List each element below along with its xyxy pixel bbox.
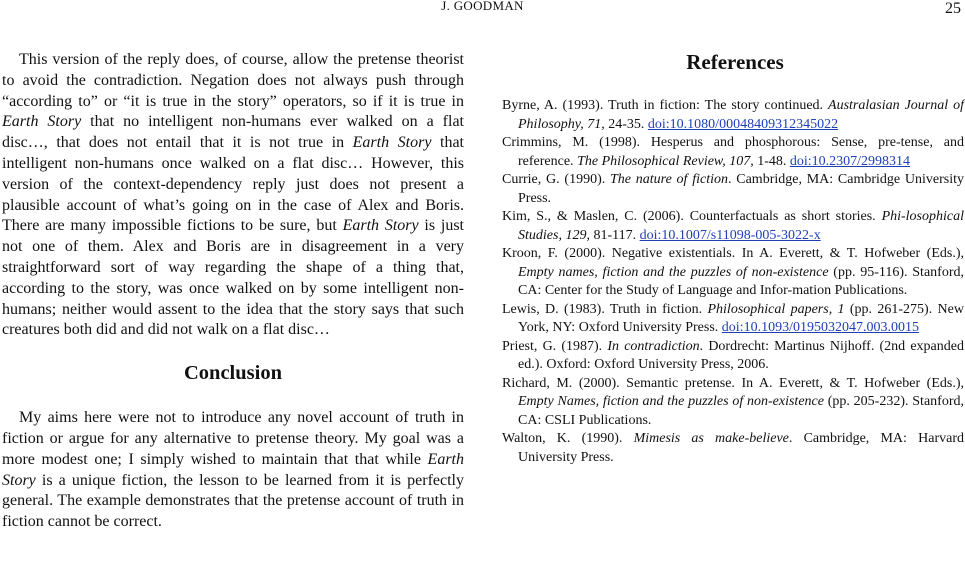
main-text-column [2,50,464,533]
text-run: is a unique fiction, the lesson to be learned from it is perfectly general. The example demonstrates that the pretense account of truth in fiction cannot be correct. [2,471,464,531]
text-run: This version of the reply does, of course, allow the pretense theorist to avoid the contradiction. Negation does not always push through “according to” or “it is true in the story” operators, so if it is true in [2,51,464,110]
reference-entry [502,430,964,467]
italic-text: Australasian Journal of Philosophy, 71, [518,98,964,132]
reference-entry [502,338,964,375]
italic-text: Philosophical papers, 1 [707,301,845,317]
text-run: . Cambridge, MA: Harvard University Press. [518,431,964,465]
text-run: (pp. 95-116). Stanford, CA: Center for the Study of Language and Infor-mation Publications. [518,264,964,298]
text-run: My aims here were not to introduce any novel account of truth in fiction or argue for any alternative to pretense theory. My goal was a more modest one; I simply wished to maintain that that while [2,409,464,468]
italic-text: Earth Story [2,113,82,131]
text-run: Priest, G. (1987). [502,338,608,354]
body-paragraph [2,50,464,341]
text-run: Currie, G. (1990). [502,172,610,187]
text-run: Kim, S., & Maslen, C. (2006). Counterfactuals as short stories. [502,209,882,224]
italic-text: Empty Names, fiction and the puzzles of non-existence [518,394,824,409]
reference-entry [502,245,964,301]
italic-text: Mimesis as make-believe [633,431,789,446]
text-run: Richard, M. (2000). Semantic pretense. In A. Everett, & T. Hofweber (Eds.), [502,375,964,391]
doi-link[interactable]: doi:10.1093/0195032047.003.0015 [721,320,919,335]
references-column [502,50,964,467]
text-run: Kroon, F. (2000). Negative existentials. In A. Everett, & T. Hofweber (Eds.), [502,246,964,261]
text-run: Byrne, A. (1993). Truth in fiction: The story continued. [502,98,829,113]
reference-entry [502,208,964,245]
italic-text: Empty names, fiction and the puzzles of non-existence [518,264,829,280]
conclusion-paragraph [2,408,464,533]
reference-entry [502,301,964,338]
reference-entry [502,134,964,171]
text-run: 1-48. [753,153,790,169]
text-run: is just not one of them. Alex and Boris are in disagreement in a very straightforward sort of way regarding the shape of a thing that, according to the story, was once walked on by some intelligent non-humans; neither would assent to the idea that the story says that such creatures both did and did not walk on a flat disc… [2,217,465,339]
text-run: Crimmins, M. (1998). Hesperus and phosphorous: Sense, pre-tense, and reference. [502,135,964,169]
text-run: . Dordrecht: Martinus Nijhoff. (2nd expanded ed.). Oxford: Oxford University Press, 2006. [518,338,964,372]
italic-text: Phi-losophical Studies, 129, [518,209,964,243]
doi-link[interactable]: doi:10.2307/2998314 [789,153,911,169]
text-run: 81-117. [589,227,640,243]
references-heading: References [686,50,784,74]
italic-text: The nature of fiction [610,172,728,187]
text-run: (pp. 205-232). Stanford, CA: CSLI Publications. [518,394,964,428]
text-run: Walton, K. (1990). [502,431,634,446]
page-number: 25 [945,0,961,17]
doi-link[interactable]: doi:10.1007/s11098-005-3022-x [639,227,821,243]
text-run: Lewis, D. (1983). Truth in fiction. [502,301,708,317]
italic-text: Earth Story [2,450,464,489]
doi-link[interactable]: doi:10.1080/00048409312345022 [647,116,839,132]
text-run: . Cambridge, MA: Cambridge University Press. [518,172,965,206]
text-run: that no intelligent non-humans ever walked on a flat disc…, that does not entail that it is not true in [2,113,465,152]
reference-entry [502,171,964,208]
reference-entry [502,97,964,134]
text-run: (pp. 261-275). New York, NY: Oxford University Press. [518,301,964,335]
text-run: 24-35. [604,116,648,132]
conclusion-heading: Conclusion [184,362,282,385]
running-header-author: J. GOODMAN [441,0,524,13]
reference-list [502,97,964,467]
italic-text: In contradiction [607,338,700,354]
text-run: that intelligent non-humans once walked on a flat disc… However, this version of the context-dependency reply just does not present a plausible account of what’s going on in the case of Alex and Boris. There are many impossible fictions to be sure, but [2,134,464,235]
italic-text: Earth Story [352,134,432,152]
reference-entry [502,375,964,431]
italic-text: The Philosophical Review, 107, [577,153,754,169]
italic-text: Earth Story [342,217,419,235]
